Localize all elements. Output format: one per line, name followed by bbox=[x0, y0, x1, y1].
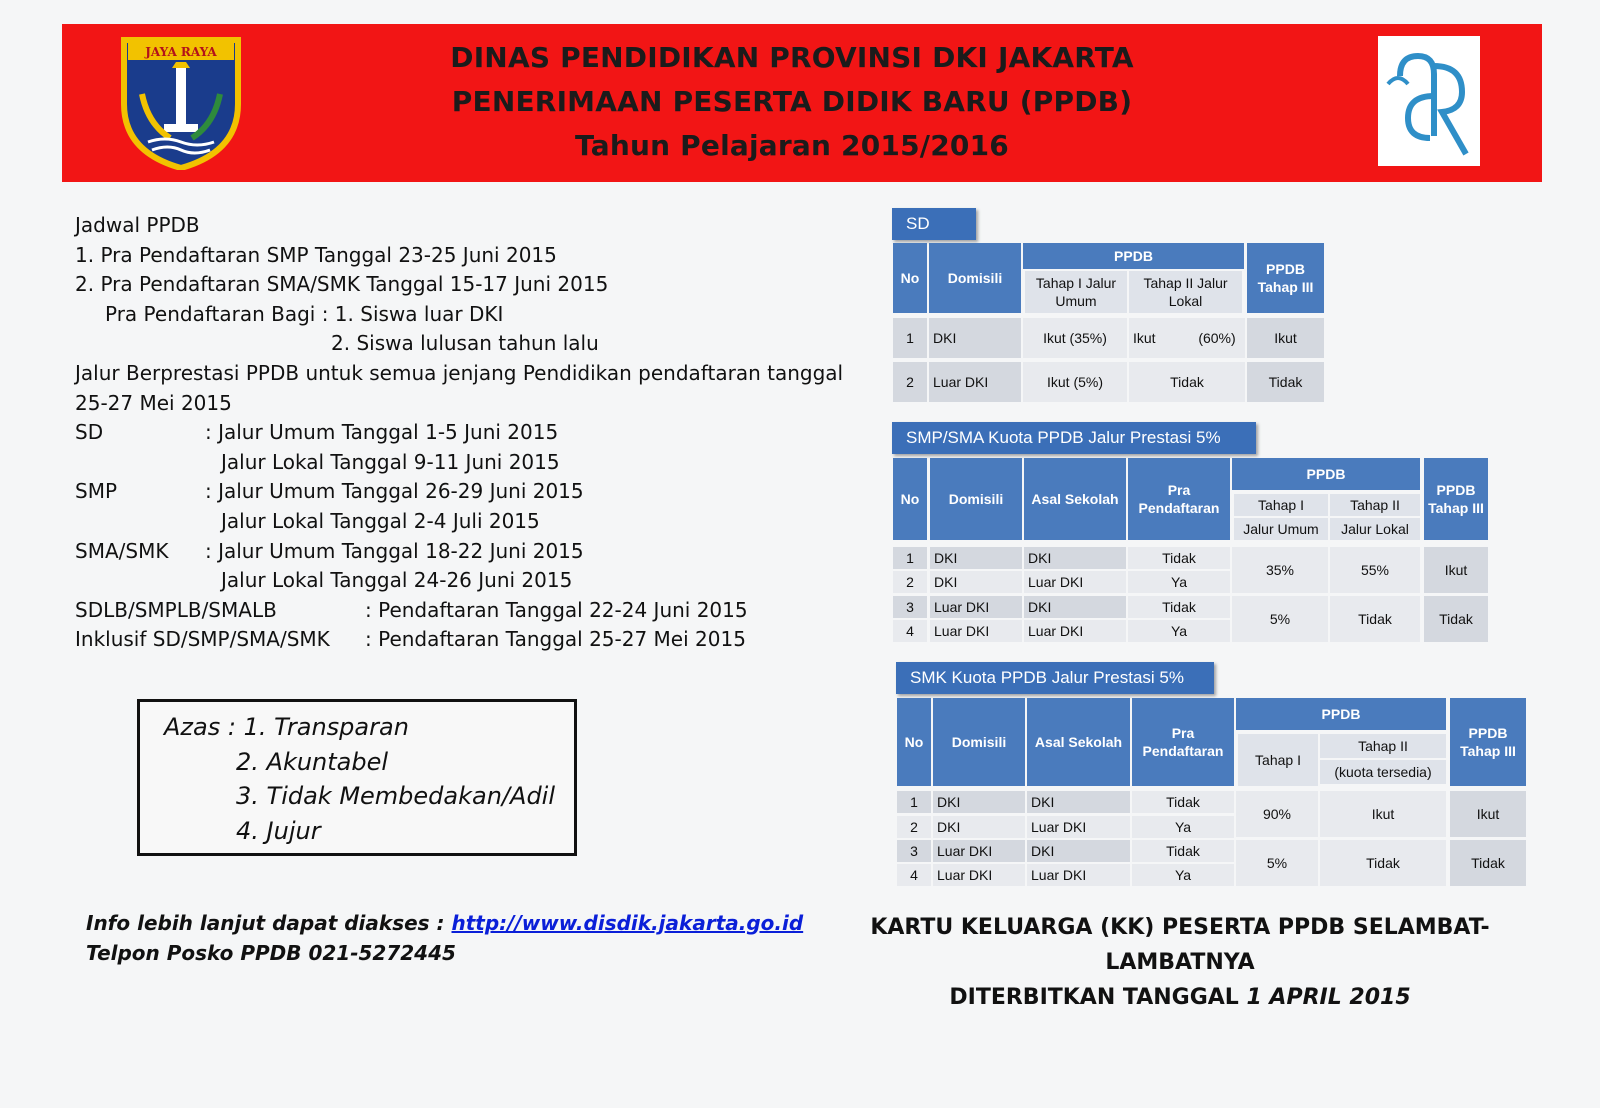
smk-header-tahap1: Tahap I bbox=[1238, 734, 1318, 786]
smp-header-tahap1: Tahap I bbox=[1234, 494, 1328, 516]
smk-header-domisili: Domisili bbox=[933, 698, 1025, 786]
smk-header-ppdb: PPDB bbox=[1236, 698, 1446, 730]
sd-header-ppdb: PPDB bbox=[1023, 243, 1244, 269]
schedule-smp-umum: : Jalur Umum Tanggal 26-29 Juni 2015 bbox=[205, 479, 584, 504]
smk-r3-domisili: Luar DKI bbox=[933, 840, 1025, 862]
smp-g2-tahap2: Tidak bbox=[1330, 596, 1420, 642]
smp-header-lokal: Jalur Lokal bbox=[1330, 518, 1420, 540]
dki-jakarta-emblem-icon bbox=[118, 34, 244, 170]
smk-r4-domisili: Luar DKI bbox=[933, 864, 1025, 886]
smp-header-domisili: Domisili bbox=[930, 458, 1022, 540]
sd-r2-tahap3: Tidak bbox=[1247, 362, 1324, 402]
schedule-smp-label: SMP bbox=[75, 479, 118, 504]
schedule-item-2: 2. Pra Pendaftaran SMA/SMK Tanggal 15-17 Juni 2015 bbox=[75, 272, 609, 297]
emblem-motto: JAYA RAYA bbox=[145, 45, 217, 59]
sd-r2-tahap2: Tidak bbox=[1129, 362, 1245, 402]
smk-header-tahap2: Tahap II bbox=[1320, 734, 1446, 758]
smk-g2-tahap2: Tidak bbox=[1320, 840, 1446, 886]
sd-r1-domisili: DKI bbox=[929, 318, 1021, 358]
smk-r1-asal: DKI bbox=[1027, 791, 1130, 813]
sd-header-no: No bbox=[893, 243, 927, 313]
smk-g2-tahap3: Tidak bbox=[1450, 840, 1526, 886]
smk-r4-asal: Luar DKI bbox=[1027, 864, 1130, 886]
smp-r4-no: 4 bbox=[893, 620, 927, 642]
schedule-prestasi-line2: 25-27 Mei 2015 bbox=[75, 390, 232, 415]
schedule-inklusif-value: : Pendaftaran Tanggal 25-27 Mei 2015 bbox=[365, 627, 746, 652]
info-phone: Telpon Posko PPDB 021-5272445 bbox=[86, 941, 456, 965]
ppdb-schedule bbox=[75, 211, 875, 655]
sd-r2-domisili: Luar DKI bbox=[929, 362, 1021, 402]
schedule-item-2-sub1: Pra Pendaftaran Bagi : 1. Siswa luar DKI bbox=[105, 301, 504, 326]
azas-line2: 2. Akuntabel bbox=[236, 747, 389, 776]
sd-header-domisili: Domisili bbox=[929, 243, 1021, 313]
smp-r1-asal: DKI bbox=[1024, 547, 1126, 569]
smp-r1-pra: Tidak bbox=[1128, 547, 1230, 569]
smk-r2-asal: Luar DKI bbox=[1027, 816, 1130, 838]
smp-g2-tahap3: Tidak bbox=[1424, 596, 1488, 642]
sd-header-tahap2: Tahap II Jalur Lokal bbox=[1129, 271, 1242, 313]
smp-r2-asal: Luar DKI bbox=[1024, 571, 1126, 593]
notice-line2-prefix: DITERBITKAN TANGGAL bbox=[949, 985, 1247, 1010]
smp-header-tahap3: PPDB Tahap III bbox=[1424, 458, 1488, 540]
smk-r1-domisili: DKI bbox=[933, 791, 1025, 813]
smp-r4-pra: Ya bbox=[1128, 620, 1230, 642]
smp-r3-pra: Tidak bbox=[1128, 596, 1230, 618]
sd-table-title: SD bbox=[892, 208, 976, 240]
smk-r4-pra: Ya bbox=[1132, 864, 1234, 886]
azas-line4: 4. Jujur bbox=[236, 816, 321, 845]
smk-header-kuota: (kuota tersedia) bbox=[1320, 760, 1446, 784]
schedule-heading: Jadwal PPDB bbox=[75, 213, 200, 237]
smp-r3-domisili: Luar DKI bbox=[930, 596, 1022, 618]
smk-r4-no: 4 bbox=[897, 864, 931, 886]
smp-r4-domisili: Luar DKI bbox=[930, 620, 1022, 642]
schedule-sd-label: SD bbox=[75, 420, 104, 445]
schedule-sma-label: SMA/SMK bbox=[75, 538, 169, 563]
smp-r4-asal: Luar DKI bbox=[1024, 620, 1126, 642]
header-title-line3: Tahun Pelajaran 2015/2016 bbox=[575, 129, 1009, 162]
smk-g1-tahap1: 90% bbox=[1236, 791, 1318, 837]
smp-g1-tahap2: 55% bbox=[1330, 547, 1420, 593]
smk-r3-asal: DKI bbox=[1027, 840, 1130, 862]
header-title-line2: PENERIMAAN PESERTA DIDIK BARU (PPDB) bbox=[451, 85, 1133, 118]
smk-g1-tahap2: Ikut bbox=[1320, 791, 1446, 837]
sd-r2-no: 2 bbox=[893, 362, 927, 402]
smp-header-ppdb: PPDB bbox=[1232, 458, 1420, 490]
azas-line1: Azas : 1. Transparan bbox=[164, 713, 409, 741]
schedule-sma-umum: : Jalur Umum Tanggal 18-22 Juni 2015 bbox=[205, 538, 584, 563]
smp-header-pra: Pra Pendaftaran bbox=[1128, 458, 1230, 540]
smk-r1-pra: Tidak bbox=[1132, 791, 1234, 813]
smp-r2-no: 2 bbox=[893, 571, 927, 593]
disdik-logo-icon bbox=[1378, 36, 1480, 166]
smk-header-asal: Asal Sekolah bbox=[1027, 698, 1130, 786]
azas-box bbox=[137, 699, 577, 856]
smp-r3-asal: DKI bbox=[1024, 596, 1126, 618]
smp-g1-tahap3: Ikut bbox=[1424, 547, 1488, 593]
header-banner bbox=[62, 24, 1542, 182]
sd-header-tahap3: PPDB Tahap III bbox=[1247, 243, 1324, 313]
smk-r2-no: 2 bbox=[897, 816, 931, 838]
smk-g2-tahap1: 5% bbox=[1236, 840, 1318, 886]
sd-r2-tahap1: Ikut (5%) bbox=[1023, 362, 1127, 402]
info-block bbox=[86, 908, 803, 968]
sd-r1-tahap1: Ikut (35%) bbox=[1023, 318, 1127, 358]
smp-header-umum: Jalur Umum bbox=[1234, 518, 1328, 540]
smk-r2-pra: Ya bbox=[1132, 816, 1234, 838]
smp-header-tahap2: Tahap II bbox=[1330, 494, 1420, 516]
schedule-sma-lokal: Jalur Lokal Tanggal 24-26 Juni 2015 bbox=[221, 568, 573, 593]
schedule-inklusif-label: Inklusif SD/SMP/SMA/SMK bbox=[75, 627, 330, 652]
smp-g2-tahap1: 5% bbox=[1232, 596, 1328, 642]
disdik-website-link[interactable]: http://www.disdik.jakarta.go.id bbox=[451, 911, 804, 935]
notice-line1: KARTU KELUARGA (KK) PESERTA PPDB SELAMBAT-LAMBATNYA bbox=[870, 915, 1490, 975]
schedule-sd-lokal: Jalur Lokal Tanggal 9-11 Juni 2015 bbox=[221, 449, 560, 474]
smp-header-no: No bbox=[893, 458, 927, 540]
smp-r2-domisili: DKI bbox=[930, 571, 1022, 593]
kk-notice bbox=[800, 910, 1560, 1015]
header-title-line1: DINAS PENDIDIKAN PROVINSI DKI JAKARTA bbox=[450, 41, 1134, 74]
smk-r2-domisili: DKI bbox=[933, 816, 1025, 838]
sd-r1-no: 1 bbox=[893, 318, 927, 358]
schedule-sd-umum: : Jalur Umum Tanggal 1-5 Juni 2015 bbox=[205, 420, 559, 445]
schedule-slb-value: : Pendaftaran Tanggal 22-24 Juni 2015 bbox=[365, 597, 748, 622]
smk-g1-tahap3: Ikut bbox=[1450, 791, 1526, 837]
smk-r3-pra: Tidak bbox=[1132, 840, 1234, 862]
smk-header-tahap3: PPDB Tahap III bbox=[1450, 698, 1526, 786]
smp-r1-domisili: DKI bbox=[930, 547, 1022, 569]
smp-header-asal: Asal Sekolah bbox=[1024, 458, 1126, 540]
smp-r3-no: 3 bbox=[893, 596, 927, 618]
sd-r1-tahap2-pct: (60%) bbox=[1189, 318, 1245, 358]
smk-r3-no: 3 bbox=[897, 840, 931, 862]
smk-table-title: SMK Kuota PPDB Jalur Prestasi 5% bbox=[896, 662, 1214, 694]
smp-g1-tahap1: 35% bbox=[1232, 547, 1328, 593]
schedule-smp-lokal: Jalur Lokal Tanggal 2-4 Juli 2015 bbox=[221, 508, 540, 533]
smp-r1-no: 1 bbox=[893, 547, 927, 569]
sd-header-tahap1: Tahap I Jalur Umum bbox=[1025, 271, 1127, 313]
smk-r1-no: 1 bbox=[897, 791, 931, 813]
info-prefix: Info lebih lanjut dapat diakses : bbox=[86, 911, 452, 935]
smp-r2-pra: Ya bbox=[1128, 571, 1230, 593]
smk-header-pra: Pra Pendaftaran bbox=[1132, 698, 1234, 786]
sd-r1-tahap2-ikut: Ikut bbox=[1129, 318, 1189, 358]
schedule-prestasi-line1: Jalur Berprestasi PPDB untuk semua jenjang Pendidikan pendaftaran tanggal bbox=[75, 360, 844, 385]
schedule-item-1: 1. Pra Pendaftaran SMP Tanggal 23-25 Juni 2015 bbox=[75, 242, 557, 267]
sd-r1-tahap3: Ikut bbox=[1247, 318, 1324, 358]
smk-header-no: No bbox=[897, 698, 931, 786]
azas-line3: 3. Tidak Membedakan/Adil bbox=[236, 782, 556, 810]
notice-date: 1 APRIL 2015 bbox=[1246, 985, 1411, 1010]
schedule-slb-label: SDLB/SMPLB/SMALB bbox=[75, 597, 277, 622]
smp-table-title: SMP/SMA Kuota PPDB Jalur Prestasi 5% bbox=[892, 422, 1256, 454]
schedule-item-2-sub2: 2. Siswa lulusan tahun lalu bbox=[331, 331, 599, 356]
